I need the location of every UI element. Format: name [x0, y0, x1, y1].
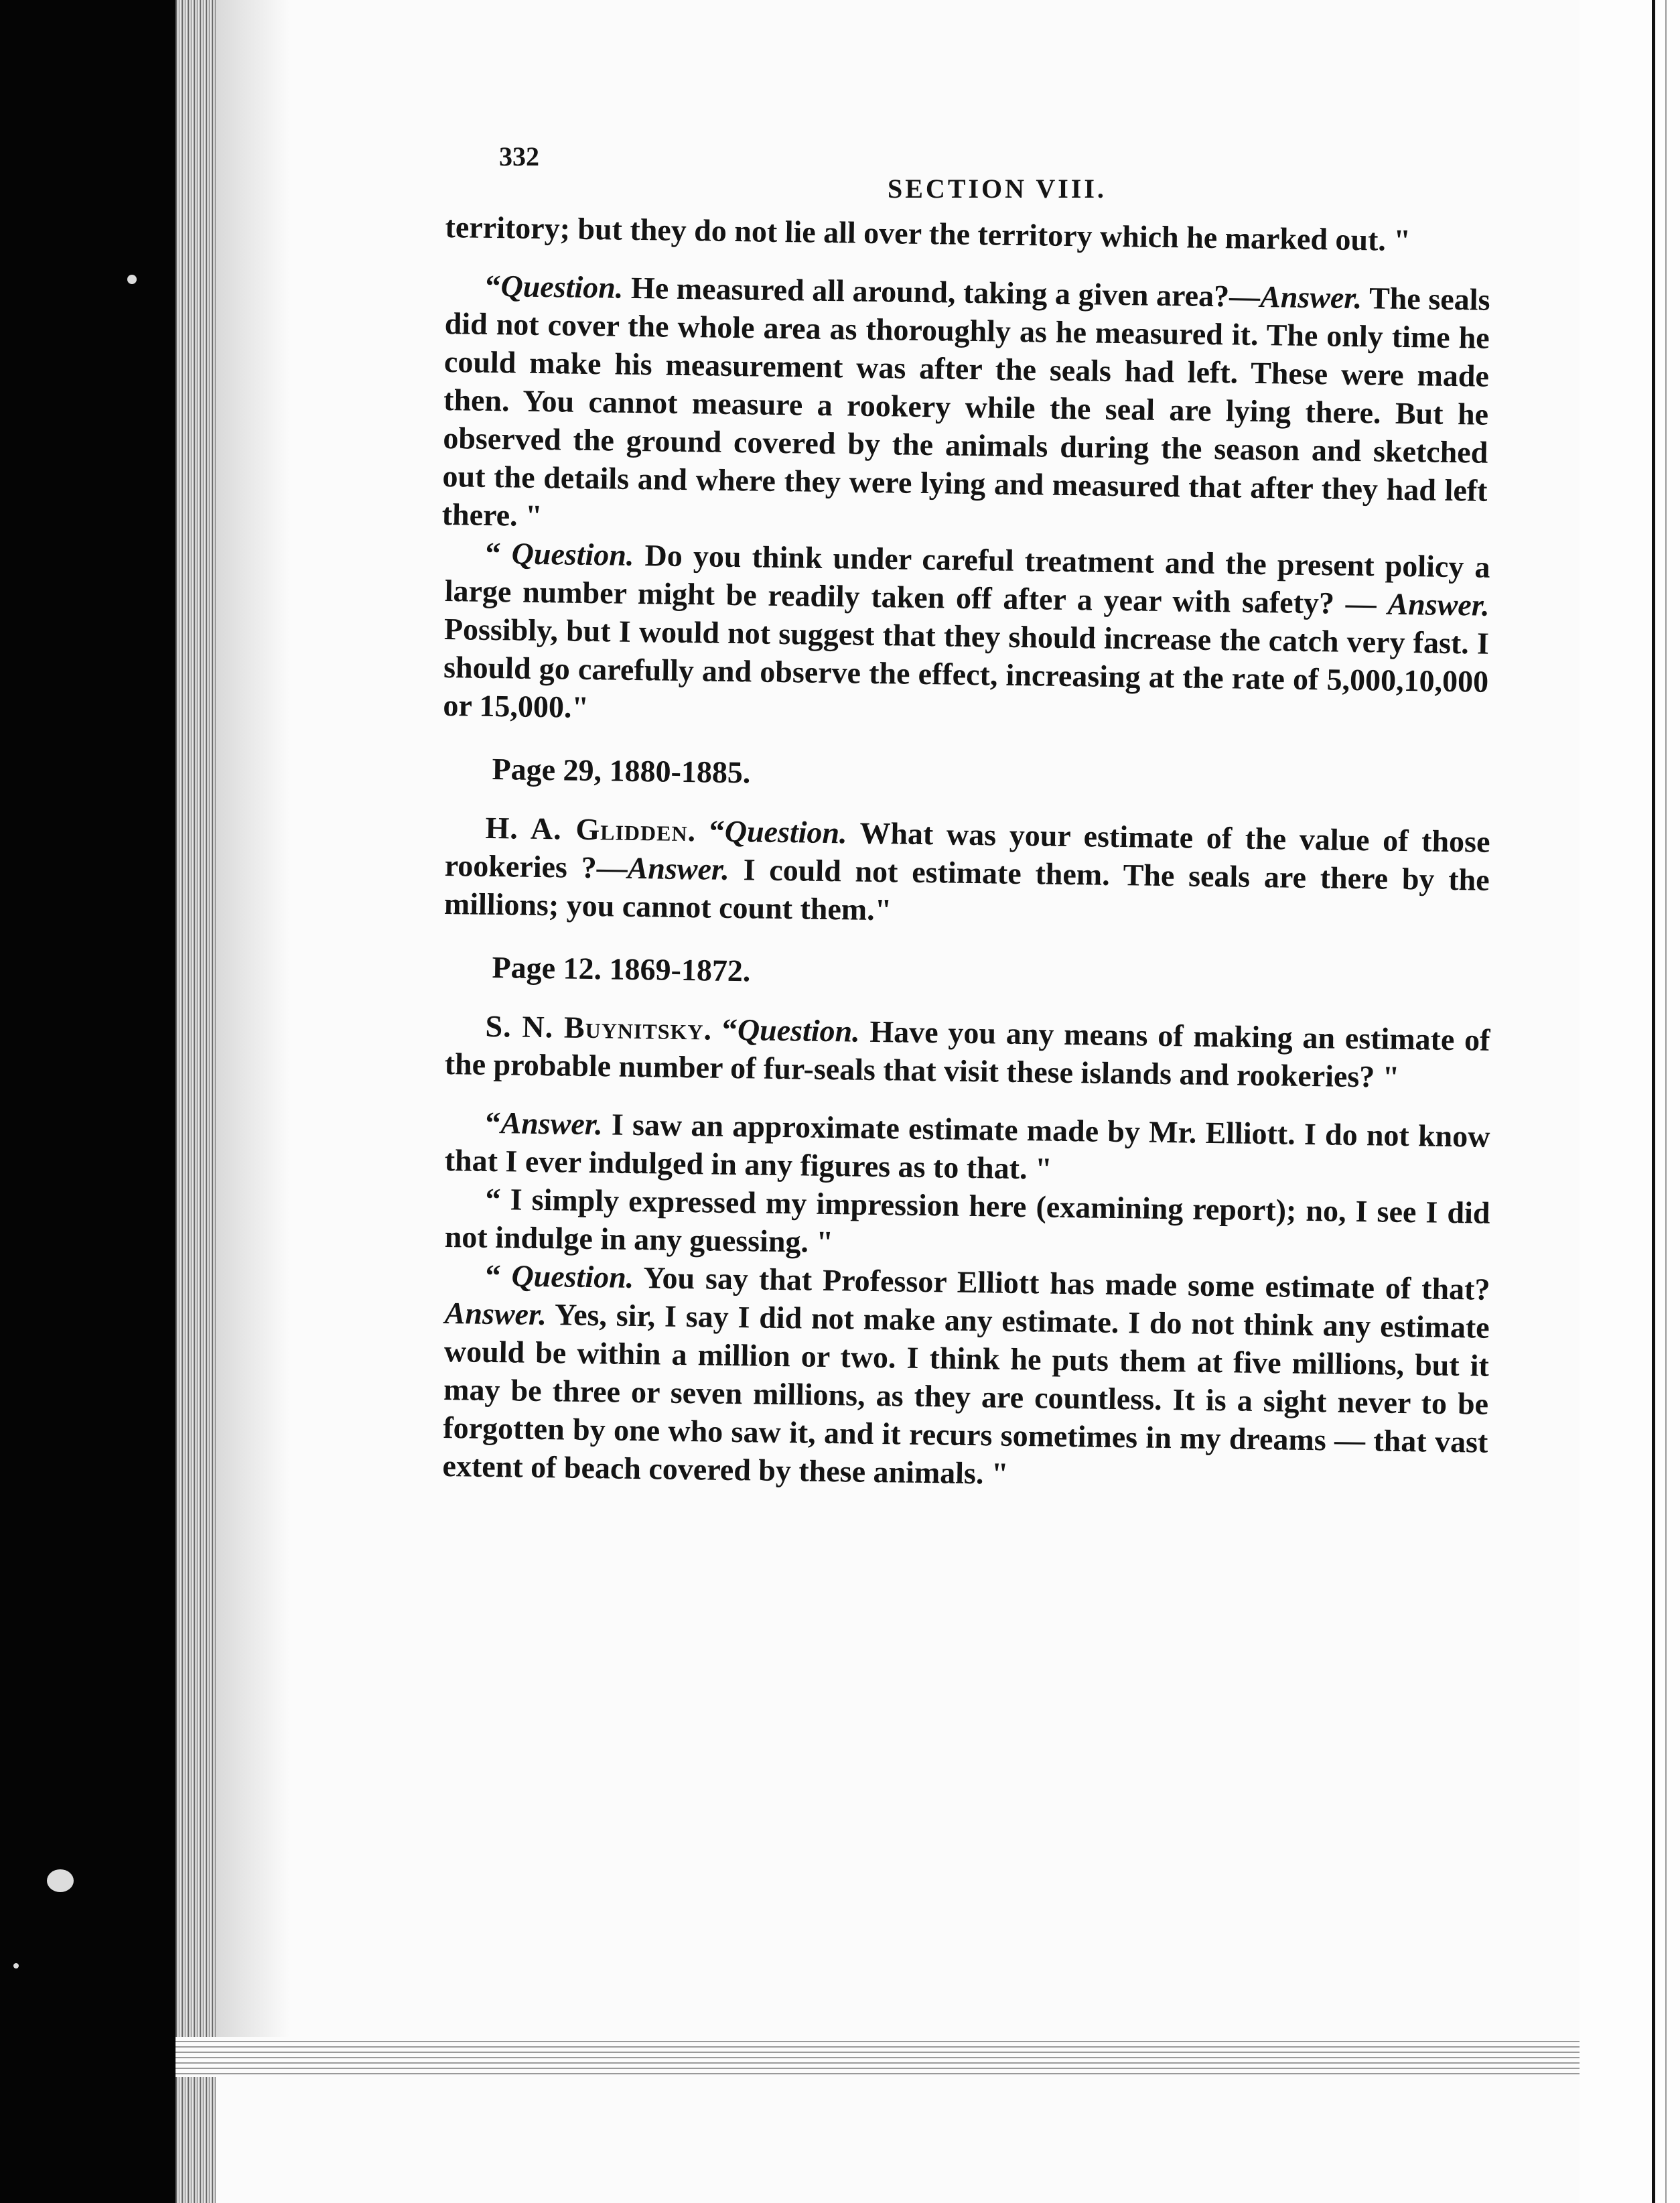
question-label: Question.: [500, 269, 624, 305]
paragraph: H. A. Glidden. “Question. What was your estimate of the value of those rookeries ?—Answer. I could not estimate them. The seals are there by the millions; you cannot count them.": [443, 810, 1490, 927]
speaker-name: H. A. Glidden.: [485, 810, 697, 848]
question-label: Question.: [511, 1258, 634, 1294]
paragraph: S. N. Buynitsky. “Question. Have you any means of making an estimate of the probable number of fur-seals that visit these islands and rookeries? ": [444, 1008, 1490, 1094]
page-number: 332: [499, 141, 539, 172]
dust-speck: [127, 275, 137, 284]
question-label: Question.: [724, 813, 847, 850]
right-page-edge: [1580, 0, 1680, 2203]
gutter-shadow: [216, 0, 289, 2037]
scan-background: [0, 0, 176, 2203]
body-text: [441, 208, 1490, 1491]
answer-label: Answer.: [500, 1106, 604, 1142]
paragraph: “ Question. Do you think under careful treatment and the present policy a large number might be readily taken off after a year with safety? — Answer. Possibly, but I would not suggest that they should increase the catch very fast. I should go carefully and observe the effect, increasing at the rate of 5,000,10,000 or 15,000.": [443, 535, 1490, 725]
question-label: Question.: [737, 1012, 861, 1049]
answer-label: Answer.: [1259, 279, 1362, 316]
paragraph: “Answer. I saw an approximate estimate made by Mr. Elliott. I do not know that I ever indulged in any figures as to that. ": [444, 1105, 1490, 1186]
right-edge-line-thin: [1665, 0, 1667, 2203]
question-label: Question.: [511, 536, 634, 572]
paragraph: “Question. He measured all around, taking a given area?—Answer. The seals did not cover the whole area as thoroughly as he measured it. The only time he could make his measurement was after the seals had left. These were made then. You cannot measure a rookery while the seal are lying there. But he observed the ground covered by the animals during the season and sketched out the details and where they were lying and measured that after they had left there. ": [441, 268, 1490, 533]
book-page-edges: [176, 0, 216, 2203]
speaker-name: S. N. Buynitsky.: [485, 1008, 713, 1047]
section-reference: Page 12. 1869-1872.: [492, 949, 751, 988]
running-head: SECTION VIII.: [888, 174, 1107, 204]
answer-label: Answer.: [444, 1295, 547, 1332]
paragraph: “ I simply expressed my impression here (examining report); no, I see I did not indulge in any guessing. ": [444, 1181, 1490, 1260]
dust-speck: [13, 1963, 19, 1968]
section-reference: Page 29, 1880-1885.: [492, 751, 751, 790]
answer-label: Answer.: [1387, 586, 1490, 622]
book-page-edges-bottom: [176, 2037, 1582, 2077]
page-header: [445, 141, 1490, 204]
paragraph: territory; but they do not lie all over the territory which he marked out. ": [445, 209, 1411, 258]
paragraph: “ Question. You say that Professor Elliott has made some estimate of that? Answer. Yes, sir, I say I did not make any estimate. I do not think any estimate would be within a million or two. I think he puts them at five millions, but it may be three or seven millions, as they are countless. It is a sight never to be forgotten by one who saw it, and it recurs sometimes in my dreams — that vast extent of beach covered by these animals. ": [442, 1258, 1490, 1491]
answer-label: Answer.: [627, 850, 730, 886]
dust-speck: [47, 1869, 74, 1892]
document-page: [441, 141, 1490, 1749]
right-edge-line: [1652, 0, 1655, 2203]
